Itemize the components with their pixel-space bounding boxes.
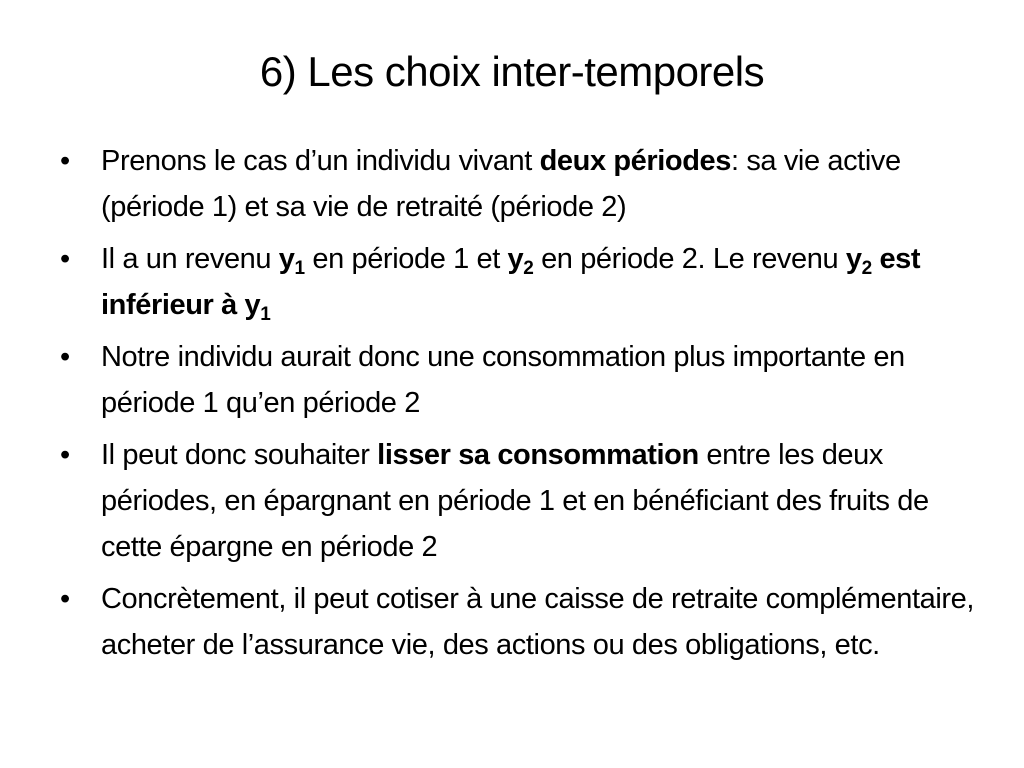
bullet-icon: • — [60, 341, 70, 373]
bullet-icon: • — [60, 243, 70, 275]
bullet-item-deux-periodes — [56, 138, 976, 230]
variable-letter: y — [507, 243, 524, 275]
bullet-item-concretement — [56, 576, 976, 668]
variable-letter: y — [845, 243, 862, 275]
bullet-text: : sa vie active (période 1) et sa vie de retraité (période 2) — [101, 145, 901, 223]
bullet-text: Prenons le cas d’un individu vivant — [101, 145, 540, 177]
bullet-icon: • — [60, 145, 70, 177]
bullet-text: Il a un revenu — [101, 243, 279, 275]
bullet-item-revenu — [56, 236, 976, 328]
bullet-icon: • — [60, 439, 70, 471]
emphasis-text: est inférieur à — [101, 243, 921, 321]
bullet-text: en période 2. Le revenu — [533, 243, 846, 275]
variable-y — [507, 243, 534, 279]
variable-subscript: 2 — [861, 258, 872, 279]
bullet-text: Concrètement, il peut cotiser à une caisse de retraite complémentaire, acheter de l’assurance vie, des actions ou des obligations, etc. — [101, 583, 975, 661]
bullet-text: entre les deux périodes, en épargnant en période 1 et en bénéficiant des fruits de cette épargne en période 2 — [101, 439, 929, 563]
bullet-icon: • — [60, 583, 70, 615]
bullet-text: Il peut donc souhaiter — [101, 439, 378, 471]
variable-subscript: 2 — [523, 258, 534, 279]
variable-letter: y — [244, 289, 261, 321]
variable-subscript: 1 — [294, 258, 305, 279]
variable-letter: y — [278, 243, 295, 275]
bullet-emphasis: deux périodes — [539, 145, 732, 177]
variable-y — [278, 243, 305, 279]
variable-subscript: 1 — [260, 304, 271, 325]
bullet-text: Notre individu aurait donc une consommation plus importante en période 1 qu’en période 2 — [101, 341, 905, 419]
bullet-item-lisser — [56, 432, 976, 570]
bullet-item-consommation — [56, 334, 976, 426]
bullet-list — [56, 138, 976, 674]
bullet-text: en période 1 et — [304, 243, 508, 275]
bullet-emphasis: lisser sa consommation — [377, 439, 699, 471]
slide-title: 6) Les choix inter-temporels — [259, 48, 765, 95]
